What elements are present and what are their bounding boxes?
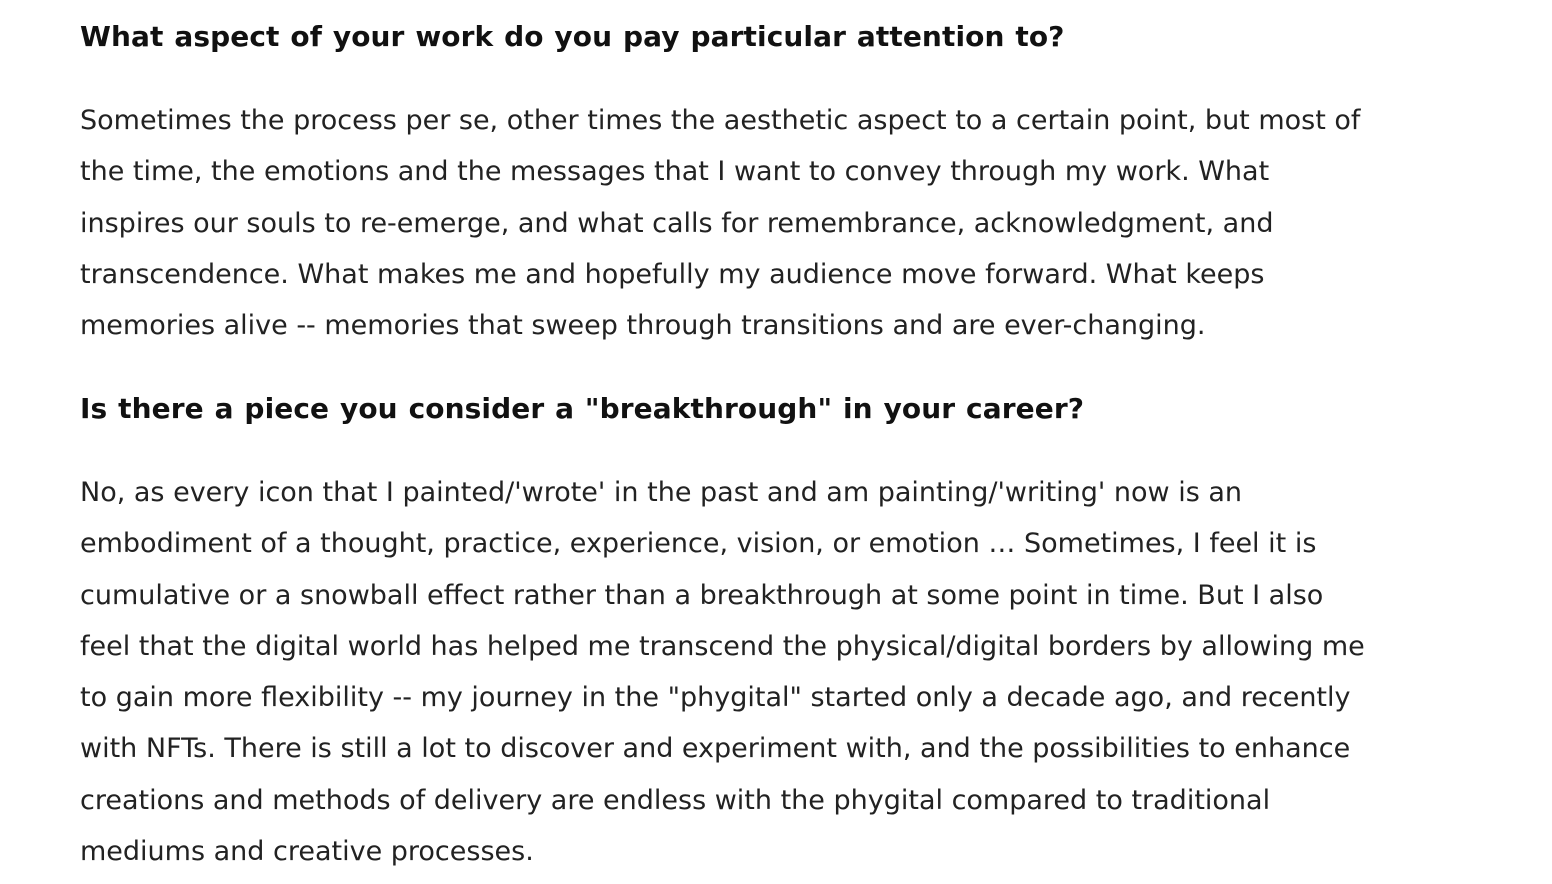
answer-paragraph — [80, 467, 1492, 877]
answer-line: with NFTs. There is still a lot to discover and experiment with, and the possibilities to enhance — [80, 733, 1351, 765]
answer-paragraph — [80, 95, 1492, 351]
answer-line: memories alive -- memories that sweep through transitions and are ever-changing. — [80, 310, 1206, 342]
answer-line: creations and methods of delivery are endless with the phygital compared to traditional — [80, 784, 1271, 816]
answer-line: feel that the digital world has helped me transcend the physical/digital borders by allowing me — [80, 630, 1365, 662]
answer-line: embodiment of a thought, practice, experience, vision, or emotion … Sometimes, I feel it is — [80, 528, 1317, 560]
answer-line: Sometimes the process per se, other times the aesthetic aspect to a certain point, but most of — [80, 105, 1361, 136]
answer-line: mediums and creative processes. — [80, 836, 534, 868]
question-heading: Is there a piece you consider a "breakthrough" in your career? — [80, 392, 1085, 425]
answer-line: inspires our souls to re-emerge, and what calls for remembrance, acknowledgment, and — [80, 207, 1274, 239]
question-heading: What aspect of your work do you pay particular attention to? — [80, 20, 1065, 53]
answer-line: to gain more flexibility -- my journey in the "phygital" started only a decade ago, and recently — [80, 682, 1351, 714]
answer-line: transcendence. What makes me and hopefully my audience move forward. What keeps — [80, 258, 1265, 290]
answer-line: the time, the emotions and the messages that I want to convey through my work. What — [80, 156, 1270, 188]
answer-line: cumulative or a snowball effect rather than a breakthrough at some point in time. But I also — [80, 579, 1324, 611]
answer-line: No, as every icon that I painted/'wrote' in the past and am painting/'writing' now is an — [80, 477, 1243, 508]
